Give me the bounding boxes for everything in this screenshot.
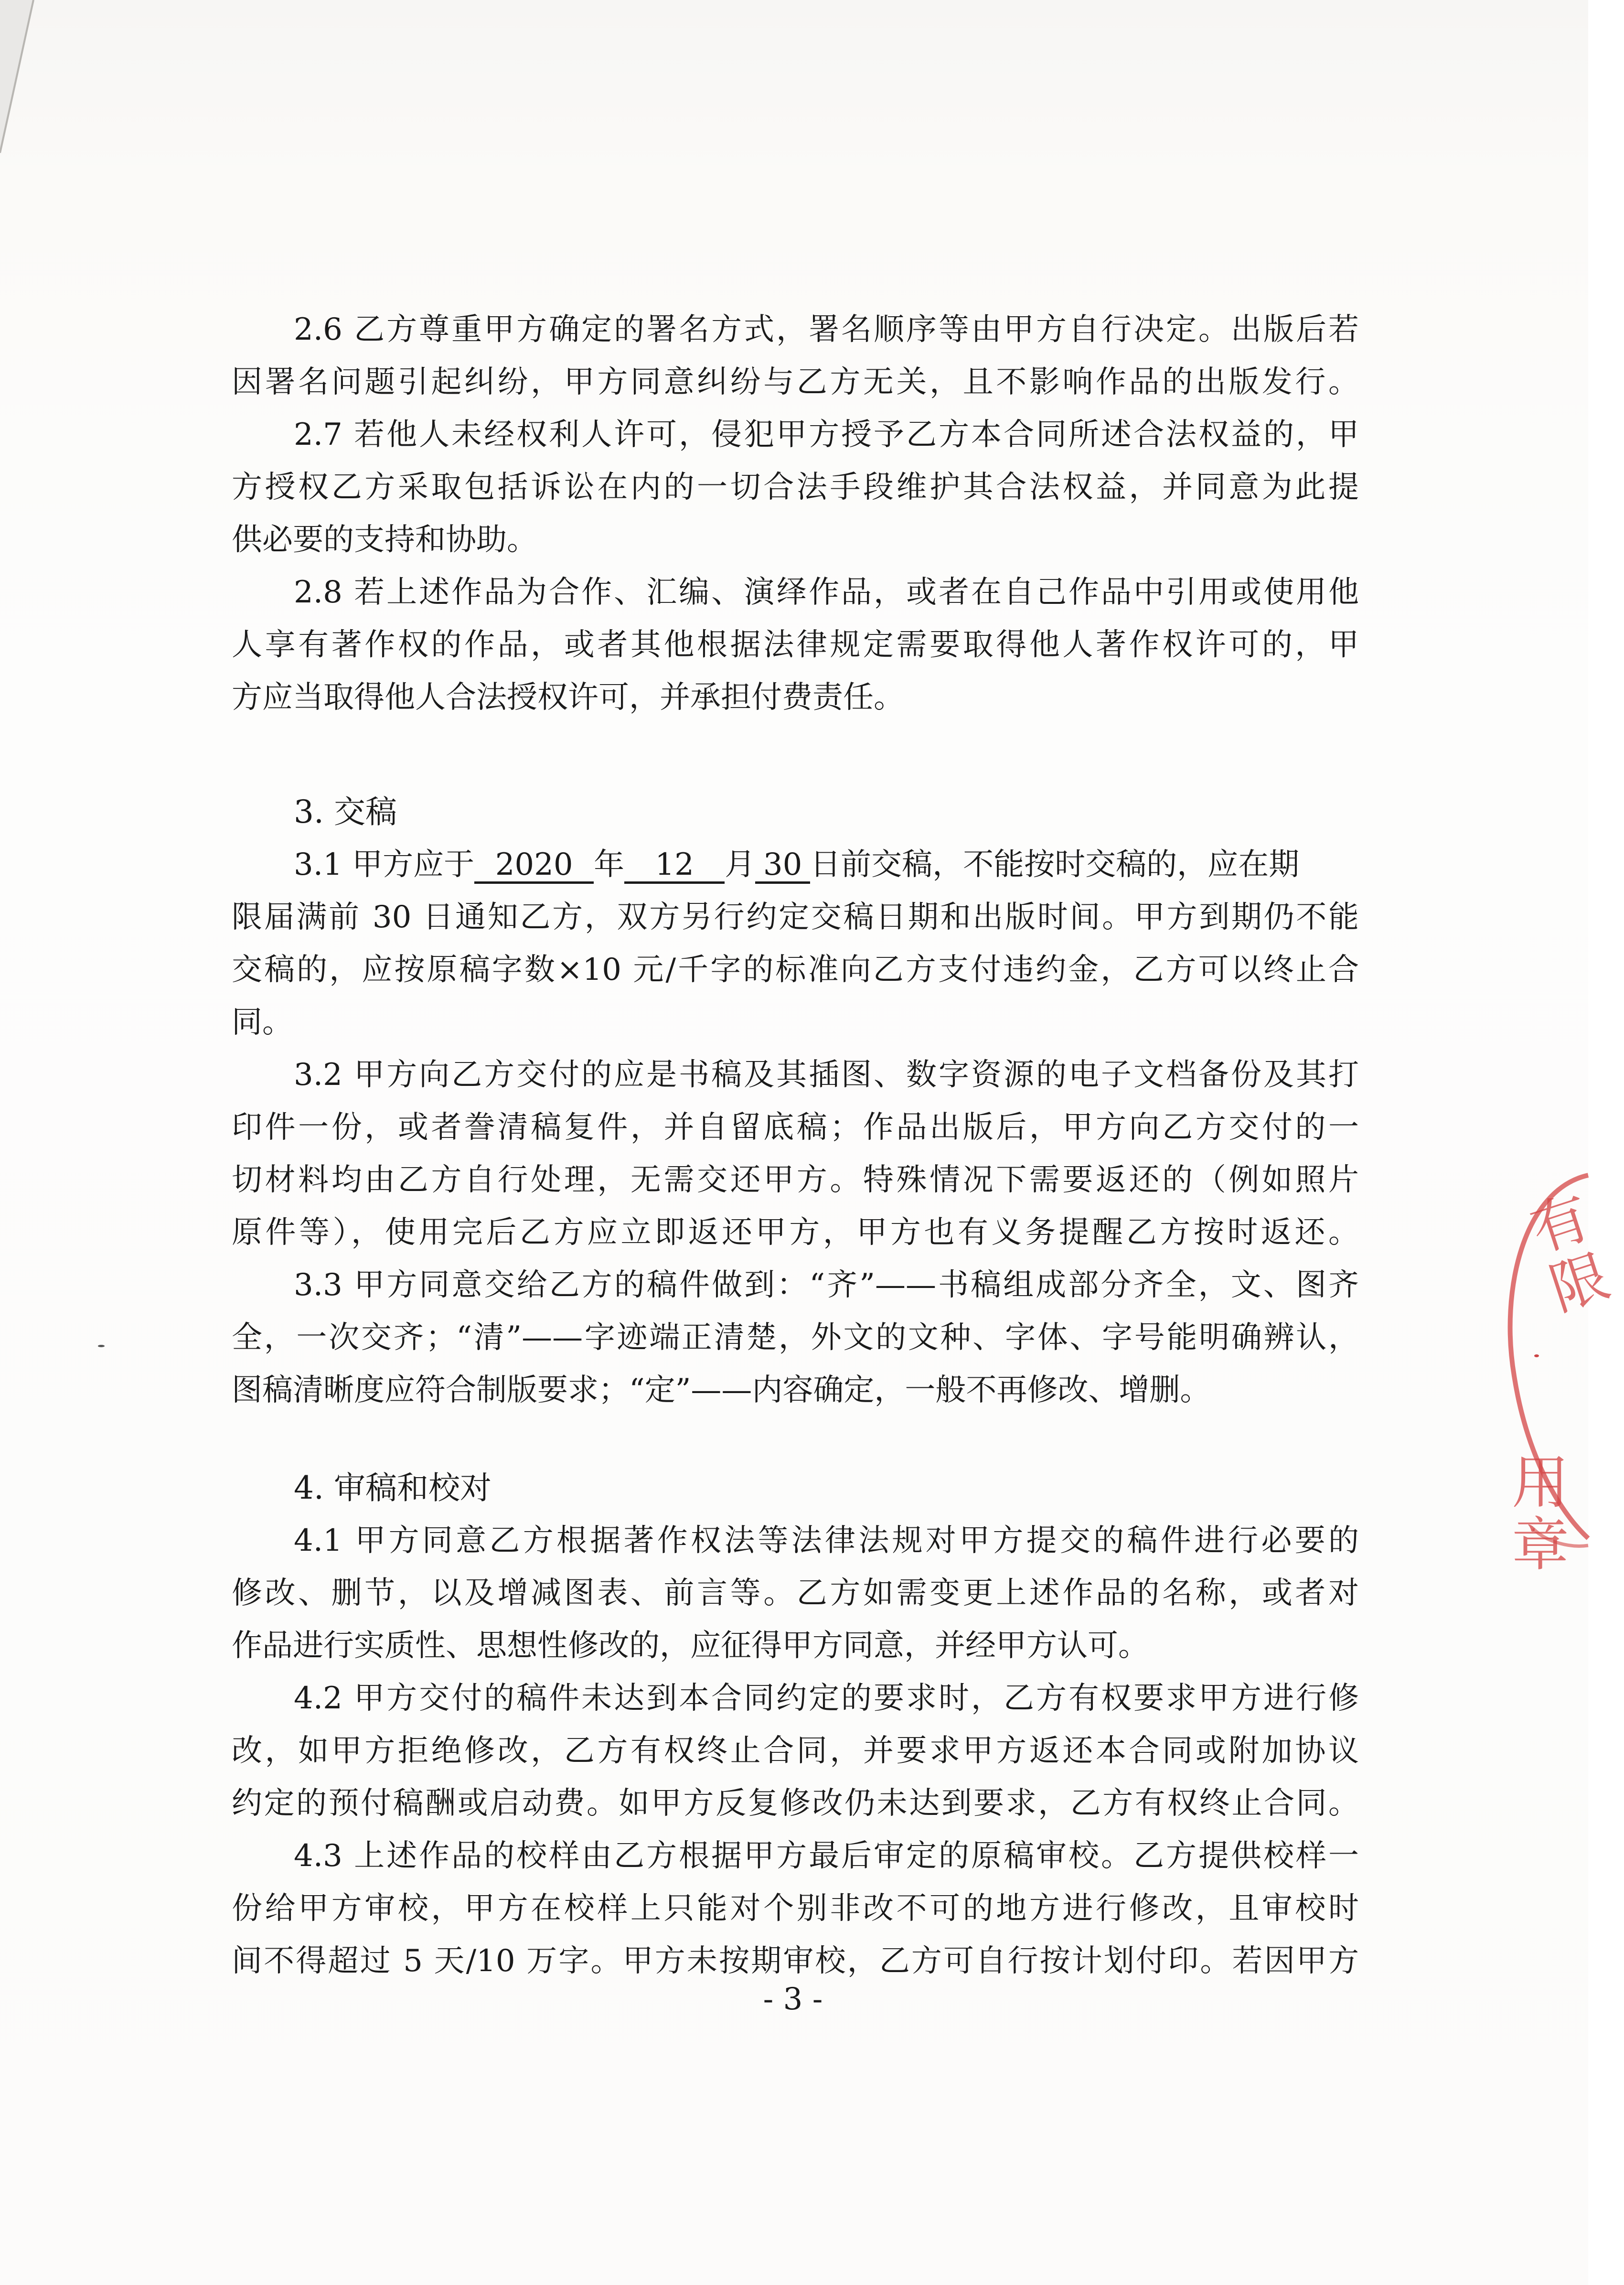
text-line: 2.6 乙方尊重甲方确定的署名方式，署名顺序等由甲方自行决定。出版后若 [294, 312, 1359, 347]
section-heading-3: 3. 交稿 [294, 794, 397, 830]
official-seal-stamp [1505, 1147, 1617, 1578]
text-line: 切材料均由乙方自行处理，无需交还甲方。特殊情况下需要返还的（例如照片 [232, 1162, 1359, 1198]
text-line: 3.2 甲方向乙方交付的应是书稿及其插图、数字资源的电子文档备份及其打 [294, 1057, 1359, 1093]
seal-text-top: 有限 [1523, 1184, 1617, 1324]
text-line: 限届满前 30 日通知乙方，双方另行约定交稿日期和出版时间。甲方到期仍不能 [232, 900, 1359, 935]
text-line: 作品进行实质性、思想性修改的，应征得甲方同意，并经甲方认可。 [232, 1628, 1149, 1663]
text-segment: 日前交稿，不能按时交稿的，应在期 [810, 847, 1300, 882]
text-line: 2.7 若他人未经权利人许可，侵犯甲方授予乙方本合同所述合法权益的，甲 [294, 417, 1359, 452]
text-line: 间不得超过 5 天/10 万字。甲方未按期审校，乙方可自行按计划付印。若因甲方 [232, 1943, 1359, 1979]
text-line: 改，如甲方拒绝修改，乙方有权终止合同，并要求甲方返还本合同或附加协议 [232, 1733, 1359, 1769]
text-line: 方授权乙方采取包括诉讼在内的一切合法手段维护其合法权益，并同意为此提 [232, 470, 1359, 505]
text-line: 同。 [232, 1005, 293, 1040]
text-line: 约定的预付稿酬或启动费。如甲方反复修改仍未达到要求，乙方有权终止合同。 [232, 1786, 1359, 1821]
text-segment: 月 [725, 847, 756, 882]
text-line: 人享有著作权的作品，或者其他根据法律规定需要取得他人著作权许可的，甲 [232, 627, 1359, 663]
section-heading-4: 4. 审稿和校对 [294, 1470, 491, 1506]
text-line: 交稿的，应按原稿字数×10 元/千字的标准向乙方支付违约金，乙方可以终止合 [232, 952, 1359, 987]
filled-year: 2020 [474, 848, 594, 884]
text-line: 全，一次交齐；“清”——字迹端正清楚，外文的文种、字体、字号能明确辨认， [232, 1320, 1359, 1355]
text-line: 方应当取得他人合法授权许可，并承担付费责任。 [232, 680, 904, 715]
text-line: 3.3 甲方同意交给乙方的稿件做到：“齐”——书稿组成部分齐全，文、图齐 [294, 1267, 1359, 1303]
text-segment: 3.1 甲方应于 [294, 847, 475, 882]
text-line: 供必要的支持和协助。 [232, 522, 537, 558]
text-line: 原件等），使用完后乙方应立即返还甲方，甲方也有义务提醒乙方按时返还。 [232, 1215, 1359, 1250]
page-corner-fold [0, 0, 43, 153]
text-line: 印件一份，或者誊清稿复件，并自留底稿；作品出版后，甲方向乙方交付的一 [232, 1110, 1359, 1145]
text-line: 修改、删节，以及增减图表、前言等。乙方如需变更上述作品的名称，或者对 [232, 1576, 1359, 1611]
filled-day: 30 [755, 848, 810, 884]
text-line: 图稿清晰度应符合制版要求；“定”——内容确定，一般不再修改、增删。 [232, 1373, 1211, 1408]
scan-speck [98, 1345, 105, 1347]
page-number: - 3 - [763, 1982, 823, 2017]
text-line: 4.3 上述作品的校样由乙方根据甲方最后审定的原稿审校。乙方提供校样一 [294, 1838, 1359, 1874]
delivery-date-line [294, 846, 1359, 884]
seal-text-bottom: 用章 [1512, 1450, 1569, 1578]
text-line: 2.8 若上述作品为合作、汇编、演绎作品，或者在自己作品中引用或使用他 [294, 575, 1359, 610]
text-line: 因署名问题引起纠纷，甲方同意纠纷与乙方无关，且不影响作品的出版发行。 [232, 365, 1359, 400]
text-line: 份给甲方审校，甲方在校样上只能对个别非改不可的地方进行修改，且审校时 [232, 1891, 1359, 1926]
text-line: 4.2 甲方交付的稿件未达到本合同约定的要求时，乙方有权要求甲方进行修 [294, 1681, 1359, 1716]
filled-month: 12 [624, 848, 725, 884]
text-segment: 年 [594, 847, 625, 882]
text-line: 4.1 甲方同意乙方根据著作权法等法律法规对甲方提交的稿件进行必要的 [294, 1523, 1359, 1558]
